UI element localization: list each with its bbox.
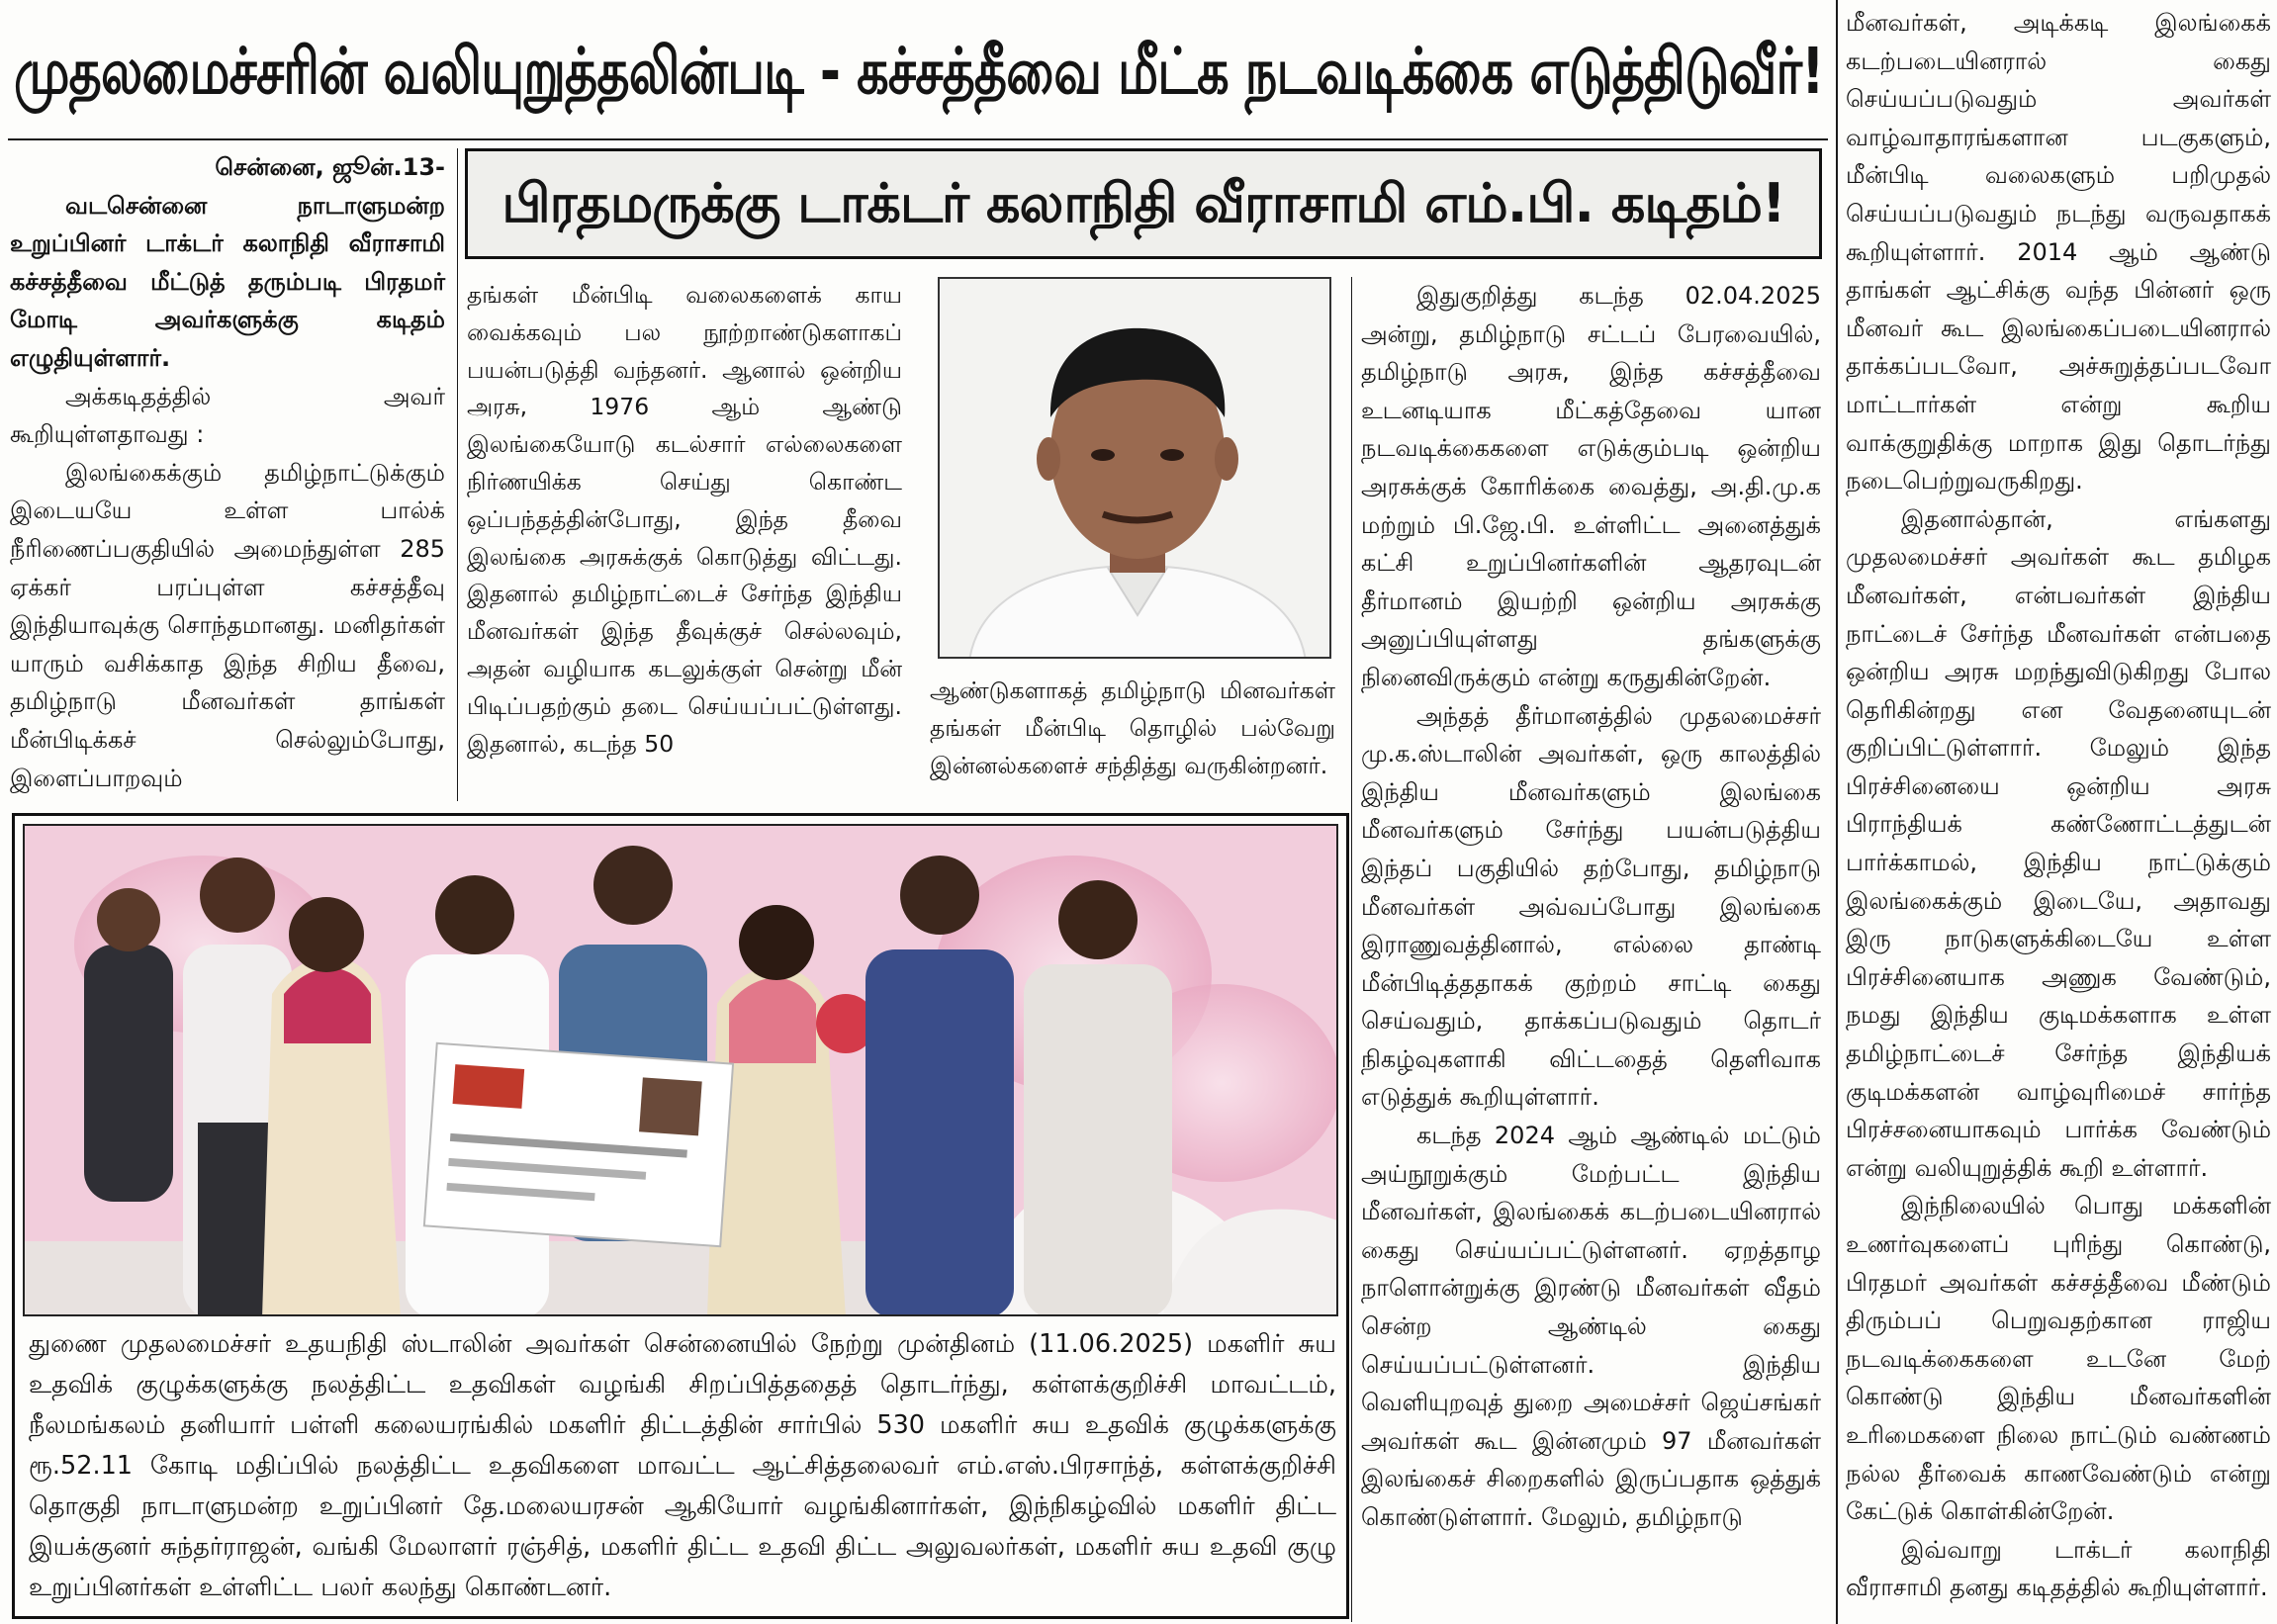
subheadline-box <box>465 148 1822 259</box>
lead-paragraph: வடசென்னை நாடாளுமன்ற உறுப்பினர் டாக்டர் கலாநிதி வீராசாமி கச்சத்தீவை மீட்டுத் தரும்படி பிரதமர் மோடி அவர்களுக்கு கடிதம் எழுதியுள்ளார். <box>10 191 445 372</box>
headline: முதலமைச்சரின் வலியுறுத்தலின்படி - கச்சத்தீவை மீட்க நடவடிக்கை எடுத்திடுவீர்! <box>14 36 1824 109</box>
column-gap-rule <box>1351 277 1352 1622</box>
body-paragraph: இதுகுறித்து கடந்த 02.04.2025 அன்று, தமிழ்நாடு சட்டப் பேரவையில், தமிழ்நாடு அரசு, இந்த கச்சத்தீவை உடனடியாக மீட்கத்தேவை யான நடவடிக்கைகளை எடுக்கும்படி ஒன்றிய அரசுக்குக் கோரிக்கை வைத்து, அ.தி.மு.க மற்றும் பி.ஜே.பி. உள்ளிட்ட அனைத்துக் கட்சி உறுப்பினர்களின் ஆதரவுடன் தீர்மானம் இயற்றி ஒன்றிய அரசுக்கு அனுப்பியுள்ளது தங்களுக்கு நினைவிருக்கும் என்று கருதுகின்றேன். <box>1361 282 1821 691</box>
body-paragraph: அந்தத் தீர்மானத்தில் முதலமைச்சர் மு.க.ஸ்டாலின் அவர்கள், ஒரு காலத்தில் இந்திய மீனவர்களும் இலங்கை மீனவர்களும் சேர்ந்து பயன்படுத்திய இந்தப் பகுதியில் தற்போது, தமிழ்நாடு மீனவர்கள் அவ்வப்போது இலங்கை இராணுவத்தினால், எல்லை தாண்டி மீன்பிடித்ததாகக் குற்றம் சாட்டி கைது செய்வதும், தாக்கப்படுவதும் தொடர் நிகழ்வுகளாகி விட்டதைத் தெளிவாக எடுத்துக் கூறியுள்ளார். <box>1361 701 1821 1112</box>
headline-rule <box>8 138 1828 140</box>
column-divider <box>1836 0 1838 1624</box>
article-column-4 <box>1361 277 1821 1622</box>
dateline: சென்னை, ஜூன்.13- <box>215 153 445 181</box>
body-paragraph: இலங்கைக்கும் தமிழ்நாட்டுக்கும் இடையயே உள்ள பால்க் நீரிணைப்பகுதியில் அமைந்துள்ள 285 ஏக்கர் பரப்புள்ள கச்சத்தீவு இந்தியாவுக்கு சொந்தமானது. மனிதர்கள் யாரும் வசிக்காத இந்த சிறிய தீவை, தமிழ்நாடு மீனவர்கள் தாங்கள் மீன்பிடிக்கச் செல்லும்போது, இளைப்பாறவும் <box>10 458 445 792</box>
body-paragraph: கடந்த 2024 ஆம் ஆண்டில் மட்டும் அய்நூறுக்கும் மேற்பட்ட இந்திய மீனவர்கள், இலங்கைக் கடற்படையினரால் கைது செய்யப்பட்டுள்ளனர். ஏறத்தாழ நாளொன்றுக்கு இரண்டு மீனவர்கள் வீதம் சென்ற ஆண்டில் கைது செய்யப்பட்டுள்ளனர். இந்திய வெளியுறவுத் துறை அமைச்சர் ஜெய்சங்கர் அவர்கள் கூட இன்னமும் 97 மீனவர்கள் இலங்கைச் சிறைகளில் இருப்பதாக ஒத்துக் கொண்டுள்ளார். மேலும், தமிழ்நாடு <box>1361 1122 1821 1531</box>
article-column-5 <box>1846 4 2271 1622</box>
subheadline: பிரதமருக்கு டாக்டர் கலாநிதி வீராசாமி எம்.பி. கடிதம்! <box>501 172 1785 234</box>
photo-caption: துணை முதலமைச்சர் உதயநிதி ஸ்டாலின் அவர்கள் சென்னையில் நேற்று முன்தினம் (11.06.2025) மகளிர் சுய உதவிக் குழுக்களுக்கு நலத்திட்ட உதவிகள் வழங்கி சிறப்பித்ததைத் தொடர்ந்து, கள்ளக்குறிச்சி மாவட்டம், நீலமங்கலம் தனியார் பள்ளி கலையரங்கில் மகளிர் திட்டத்தின் சார்பில் 530 மகளிர் சுய உதவிக் குழுக்களுக்கு ரூ.52.11 கோடி மதிப்பில் நலத்திட்ட உதவிகளை மாவட்ட ஆட்சித்தலைவர் எம்.எஸ்.பிரசாந்த், கள்ளக்குறிச்சி தொகுதி நாடாளுமன்ற உறுப்பினர் தே.மலையரசன் ஆகியோர் வழங்கினார்கள், இந்நிகழ்வில் மகளிர் திட்ட இயக்குனர் சுந்தர்ராஜன், வங்கி மேலாளர் ரஞ்சித், மகளிர் திட்ட உதவி திட்ட அலுவலர்கள், மகளிர் சுய உதவி குழு உறுப்பினர்கள் உள்ளிட்ட பலர் கலந்து கொண்டனர். <box>29 1329 1336 1602</box>
article-column-3 <box>930 673 1335 801</box>
body-paragraph: தங்கள் மீன்பிடி வலைகளைக் காய வைக்கவும் பல நூற்றாண்டுகளாகப் பயன்படுத்தி வந்தனர். ஆனால் ஒன்றிய அரசு, 1976 ஆம் ஆண்டு இலங்கையோடு கடல்சார் எல்லைகளை நிர்ணயிக்க செய்து கொண்ட ஒப்பந்தத்தின்போது, இந்த தீவை இலங்கை அரசுக்குக் கொடுத்து விட்டது. இதனால் தமிழ்நாட்டைச் சேர்ந்த இந்திய மீனவர்கள் இந்த தீவுக்குச் செல்லவும், அதன் வழியாக கடலுக்குள் சென்று மீன் பிடிப்பதற்கும் தடை செய்யப்பட்டுள்ளது. இதனால், கடந்த 50 <box>467 281 902 758</box>
body-paragraph: அக்கடிதத்தில் அவர் கூறியுள்ளதாவது : <box>10 382 445 449</box>
article-column-2 <box>467 277 902 801</box>
portrait-image <box>940 279 1331 659</box>
body-paragraph: இதனால்தான், எங்களது முதலமைச்சர் அவர்கள் கூட தமிழக மீனவர்கள், என்பவர்கள் இந்திய நாட்டைச் சேர்ந்த மீனவர்கள் என்பதை ஒன்றிய அரசு மறந்துவிடுகிறது போல தெரிகின்றது என வேதனையுடன் குறிப்பிட்டுள்ளார். மேலும் இந்த பிரச்சினையை ஒன்றிய அரசு பிராந்தியக் கண்ணோட்டத்துடன் பார்க்காமல், இந்திய நாட்டுக்கும் இலங்கைக்கும் இடையே, அதாவது இரு நாடுகளுக்கிடையே உள்ள பிரச்சினையாக அணுக வேண்டும், நமது இந்திய குடிமக்களாக உள்ள தமிழ்நாட்டைச் சேர்ந்த இந்தியக் குடிமக்களன் வாழ்வுரிமைச் சார்ந்த பிரச்சனையாகவும் பார்க்க வேண்டும் என்று வலியுறுத்திக் கூறி உள்ளார். <box>1846 504 2271 1182</box>
event-photo <box>23 824 1338 1316</box>
column-gap-rule <box>457 148 458 801</box>
body-paragraph: ஆண்டுகளாகத் தமிழ்நாடு மினவர்கள் தங்கள் மீன்பிடி தொழில் பல்வேறு இன்னல்களைச் சந்தித்து வருகின்றனர். <box>930 677 1335 779</box>
body-paragraph: மீனவர்கள், அடிக்கடி இலங்கைக் கடற்படையினரால் கைது செய்யப்படுவதும் அவர்கள் வாழ்வாதாரங்களான படகுகளும், மீன்பிடி வலைகளும் பறிமுதல் செய்யப்படுவதும் நடந்து வருவதாகக் கூறியுள்ளார். 2014 ஆம் ஆண்டு தாங்கள் ஆட்சிக்கு வந்த பின்னர் ஒரு மீனவர் கூட இலங்கைப்படையினரால் தாக்கப்படவோ, அச்சுறுத்தப்படவோ மாட்டார்கள் என்று கூறிய வாக்குறுதிக்கு மாறாக இது தொடர்ந்து நடைபெற்றுவருகிறது. <box>1846 9 2271 496</box>
article-column-1 <box>10 148 445 801</box>
body-paragraph: இந்நிலையில் பொது மக்களின் உணர்வுகளைப் புரிந்து கொண்டு, பிரதமர் அவர்கள் கச்சத்தீவை மீண்டும் திரும்பப் பெறுவதற்கான ராஜிய நடவடிக்கைகளை உடனே மேற் கொண்டு இந்திய மீனவர்களின் உரிமைகளை நிலை நாட்டும் வண்ணம் நல்ல தீர்வைக் காணவேண்டும் என்று கேட்டுக் கொள்கின்றேன். <box>1846 1192 2271 1526</box>
body-paragraph: இவ்வாறு டாக்டர் கலாநிதி வீராசாமி தனது கடிதத்தில் கூறியுள்ளார். <box>1846 1535 2271 1602</box>
event-photo-image <box>25 826 1338 1316</box>
photo-story-box <box>12 813 1349 1619</box>
portrait-photo <box>938 277 1331 659</box>
